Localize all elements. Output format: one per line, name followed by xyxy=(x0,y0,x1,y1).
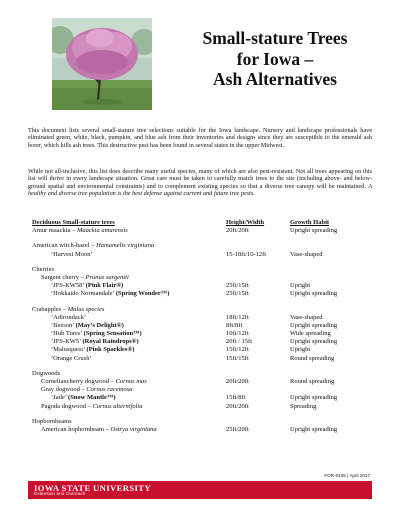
group-cherries: Cherries xyxy=(32,265,55,273)
scientific-name: Prunus sargentii xyxy=(85,273,129,281)
tree-size: 20ft/20ft xyxy=(226,402,249,410)
cultivar: ‘Hokkaido Normandale’ xyxy=(51,290,116,298)
tree-size: 15ft/8ft xyxy=(226,394,246,402)
tree-habit: Wide spreading xyxy=(290,330,331,338)
common-name: Pagoda dogwood – xyxy=(41,402,93,410)
cultivar-name: ‘Adirondack’ xyxy=(51,313,87,321)
group-dogwoods: Dogwoods xyxy=(32,369,61,377)
table-row xyxy=(32,314,378,322)
tree-habit: Upright spreading xyxy=(290,338,338,346)
redbud-tree-photo xyxy=(52,18,152,110)
tree-illustration xyxy=(52,18,152,110)
table-row xyxy=(32,355,378,363)
tree-habit: Upright spreading xyxy=(290,321,338,329)
table-row xyxy=(32,386,378,394)
table-row xyxy=(32,227,378,235)
table-row xyxy=(32,274,378,282)
cultivar-name xyxy=(32,394,116,402)
table-row xyxy=(32,338,378,346)
cultivar-name xyxy=(32,290,169,298)
header-growth-habit: Growth Habit xyxy=(290,219,330,226)
header-species: Deciduous Small-stature trees xyxy=(32,219,115,226)
tree-name xyxy=(32,274,129,282)
cultivar-name xyxy=(32,346,134,354)
trade-name: (Spring Wonder™) xyxy=(115,290,170,298)
table-row xyxy=(32,251,378,259)
tree-name xyxy=(32,386,132,394)
cultivar: ‘Hub Tures’ xyxy=(51,330,84,338)
title-line-3: Ash Alternatives xyxy=(213,69,337,89)
cultivar: ‘Malusquest’ xyxy=(51,346,87,354)
tree-size: 15ft/15ft xyxy=(226,354,249,362)
tree-habit: Upright spreading xyxy=(290,394,338,402)
trade-name: (Spring Sensation™) xyxy=(83,330,142,338)
tree-size: 8ft/8ft xyxy=(226,321,243,329)
table-row xyxy=(32,282,378,290)
tree-size: 25ft/15ft xyxy=(226,282,249,290)
cultivar-name xyxy=(32,322,124,330)
intro-paragraph-2-emphasis: A healthy and diverse tree population is the best defense against current and future tree pests. xyxy=(28,182,372,197)
cultivar: ‘JFS-KW58’ xyxy=(51,282,86,290)
tree-name xyxy=(32,378,147,386)
publication-code: FOR-0405 | April 2017 xyxy=(324,473,370,478)
scientific-name: Cornus alternifolia xyxy=(92,402,143,410)
table-row xyxy=(32,330,378,338)
tree-size: 25ft/20ft xyxy=(226,425,249,433)
extension-label: Extension and Outreach xyxy=(34,492,86,497)
table-row xyxy=(32,394,378,402)
tree-habit: Upright spreading xyxy=(290,425,338,433)
cultivar: ‘Jade’ xyxy=(51,394,69,402)
group-heading xyxy=(32,370,378,378)
tree-habit: Vase-shaped xyxy=(290,250,323,258)
group-heading xyxy=(32,266,378,274)
scientific-name: Maackia amurensis xyxy=(76,227,128,235)
tree-habit: Upright xyxy=(290,346,311,354)
cultivar-name xyxy=(32,338,139,346)
tree-size: 18ft/12ft xyxy=(226,313,249,321)
cultivar-name: ‘Orange Crush’ xyxy=(51,354,92,362)
tree-habit: Upright spreading xyxy=(290,290,338,298)
group-hophornbeams: Hopbornbeams xyxy=(32,417,72,425)
tree-name xyxy=(32,227,128,235)
scientific-name: Malus species xyxy=(67,305,105,313)
table-row xyxy=(32,403,378,411)
tree-size: 10ft/12ft xyxy=(226,330,249,338)
group-crabapples xyxy=(32,306,104,314)
header-height-width: Height/Width xyxy=(226,219,265,226)
tree-name xyxy=(32,426,157,434)
tree-name xyxy=(32,242,154,250)
table-row xyxy=(32,322,378,330)
scientific-name: Hamamelis virginiana xyxy=(96,242,155,250)
common-name: Sargent cherry – xyxy=(41,273,86,281)
tree-size: 20ft/20ft xyxy=(226,227,249,235)
common-name: Gray dogwood – xyxy=(41,386,87,394)
intro-paragraph-2 xyxy=(28,168,372,197)
scientific-name: Cornus racemosa xyxy=(86,386,133,394)
page-title xyxy=(180,28,370,90)
common-name: American witch-hazel – xyxy=(32,242,97,250)
table-row xyxy=(32,426,378,434)
intro-paragraph-2-text: While not all-inclusive, this list does describe many useful species, many of which are also pest-resistant. Not all trees appearing on this list will thrive in every landscape situation. Great care must be taken to carefully match trees to the site (including above- and below-ground spatial and environmental constraints) and to complement existing species so that a diverse tree canopy will be maintained. xyxy=(28,168,372,190)
trade-name: (Pink Sparkles®) xyxy=(86,346,135,354)
group-heading xyxy=(32,306,378,314)
tree-name xyxy=(32,403,143,411)
tree-habit: Upright spreading xyxy=(290,227,338,235)
cultivar-name xyxy=(32,282,123,290)
tree-table xyxy=(32,219,378,434)
table-header-row xyxy=(32,219,378,227)
trade-name: (Pink Flair®) xyxy=(85,282,124,290)
group-heading xyxy=(32,418,378,426)
title-line-2: for Iowa – xyxy=(236,48,314,69)
tree-habit: Round spreading xyxy=(290,354,335,362)
title-line-1: Small-stature Trees xyxy=(202,28,348,48)
trade-name: (Snow Mantle™) xyxy=(68,394,116,402)
trade-name: (May’s Delight®) xyxy=(75,321,124,329)
common-name: Crabapples – xyxy=(32,305,68,313)
tree-habit: Spreading xyxy=(290,402,317,410)
common-name: Amur maackia – xyxy=(32,227,77,235)
scientific-name: Cornus mas xyxy=(115,378,147,385)
cultivar: ‘JFS-KW5’ xyxy=(51,338,83,346)
tree-size: 25ft/15ft xyxy=(226,290,249,298)
common-name: American hophornbeam – xyxy=(41,425,111,433)
table-row xyxy=(32,242,378,250)
tree-size: 15ft/12ft xyxy=(226,346,249,354)
tree-habit: Round spreading xyxy=(290,378,335,385)
tree-size: 15-18ft/10-12ft xyxy=(226,250,267,258)
intro-paragraph-1: This document lists several small-stature tree selections suitable for the Iowa landscape. Nursery and landscape professionals have eliminated green, white, black, pumpkin, and blue ash from their inventories and designs since they are susceptible to the emerald ash borer, which kills ash trees. This destructive pest has been found in several states in the upper Midwest. xyxy=(28,127,372,149)
tree-size: 20ft / 15ft xyxy=(226,338,252,346)
scientific-name: Ostrya virginiana xyxy=(110,425,157,433)
table-row xyxy=(32,378,378,386)
table-row xyxy=(32,290,378,298)
tree-size: 20ft/20ft xyxy=(226,378,249,385)
cultivar: ‘Beeson’ xyxy=(51,321,76,329)
tree-habit: Vase-shaped xyxy=(290,313,323,321)
university-name: IOWA STATE UNIVERSITY xyxy=(34,483,151,493)
university-footer-bar xyxy=(28,481,372,499)
table-row xyxy=(32,346,378,354)
cultivar-name xyxy=(32,330,142,338)
common-name: Corneliancherry dogwood – xyxy=(41,378,116,385)
cultivar-name: ‘Harvest Moon’ xyxy=(51,250,93,258)
trade-name: (Royal Raindrops®) xyxy=(82,338,139,346)
tree-habit: Upright xyxy=(290,282,311,290)
